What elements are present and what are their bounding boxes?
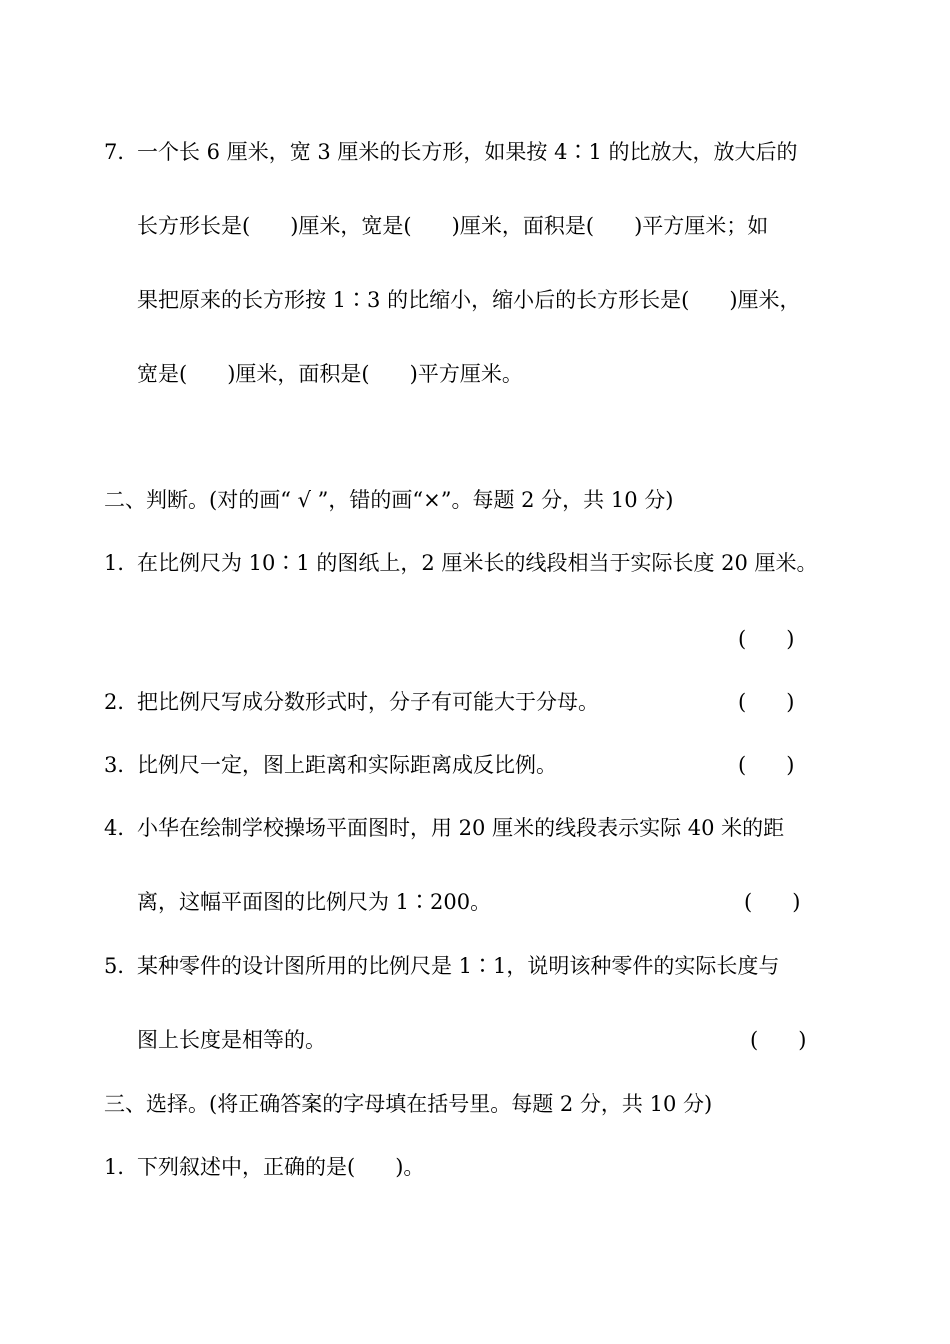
section-2-heading: 二、判断。(对的画“ √ ”，错的画“×”。每题 2 分，共 10 分) [104,488,674,512]
judge-item-4-answer-blank[interactable]: ( ) [744,890,801,914]
judge-item-1-text: 在比例尺为 10∶1 的图纸上，2 厘米长的线段相当于实际长度 20 厘米。 [137,551,818,575]
judge-item-1-number: 1． [104,551,139,575]
question-7-number: 7． [104,140,139,164]
judge-item-4-text: 小华在绘制学校操场平面图时，用 20 厘米的线段表示实际 40 米的距 [137,816,785,840]
judge-item-2-text: 把比例尺写成分数形式时，分子有可能大于分母。 [137,690,599,714]
judge-item-5-text: 某种零件的设计图所用的比例尺是 1∶1，说明该种零件的实际长度与 [137,954,780,978]
judge-item-3-text: 比例尺一定，图上距离和实际距离成反比例。 [137,753,557,777]
choice-item-1-number: 1． [104,1155,139,1179]
section-3-heading: 三、选择。(将正确答案的字母填在括号里。每题 2 分，共 10 分) [104,1092,713,1116]
judge-item-1-answer-blank[interactable]: ( ) [738,627,795,651]
judge-item-4-number: 4． [104,816,139,840]
judge-item-4-text-continued: 离，这幅平面图的比例尺为 1∶200。 [137,890,492,914]
judge-item-5-answer-blank[interactable]: ( ) [750,1028,807,1052]
judge-item-2-number: 2． [104,690,139,714]
judge-item-2-answer-blank[interactable]: ( ) [738,690,795,714]
question-7-line-3: 果把原来的长方形按 1∶3 的比缩小，缩小后的长方形长是( )厘米， [137,288,801,312]
question-7-line-1: 一个长 6 厘米，宽 3 厘米的长方形，如果按 4∶1 的比放大，放大后的 [137,140,798,164]
question-7-line-4: 宽是( )厘米，面积是( )平方厘米。 [137,362,523,386]
choice-item-1-text: 下列叙述中，正确的是( )。 [137,1155,425,1179]
judge-item-3-answer-blank[interactable]: ( ) [738,753,795,777]
question-7-line-2: 长方形长是( )厘米，宽是( )厘米，面积是( )平方厘米；如 [137,214,769,238]
judge-item-3-number: 3． [104,753,139,777]
judge-item-5-text-continued: 图上长度是相等的。 [137,1028,326,1052]
judge-item-5-number: 5． [104,954,139,978]
